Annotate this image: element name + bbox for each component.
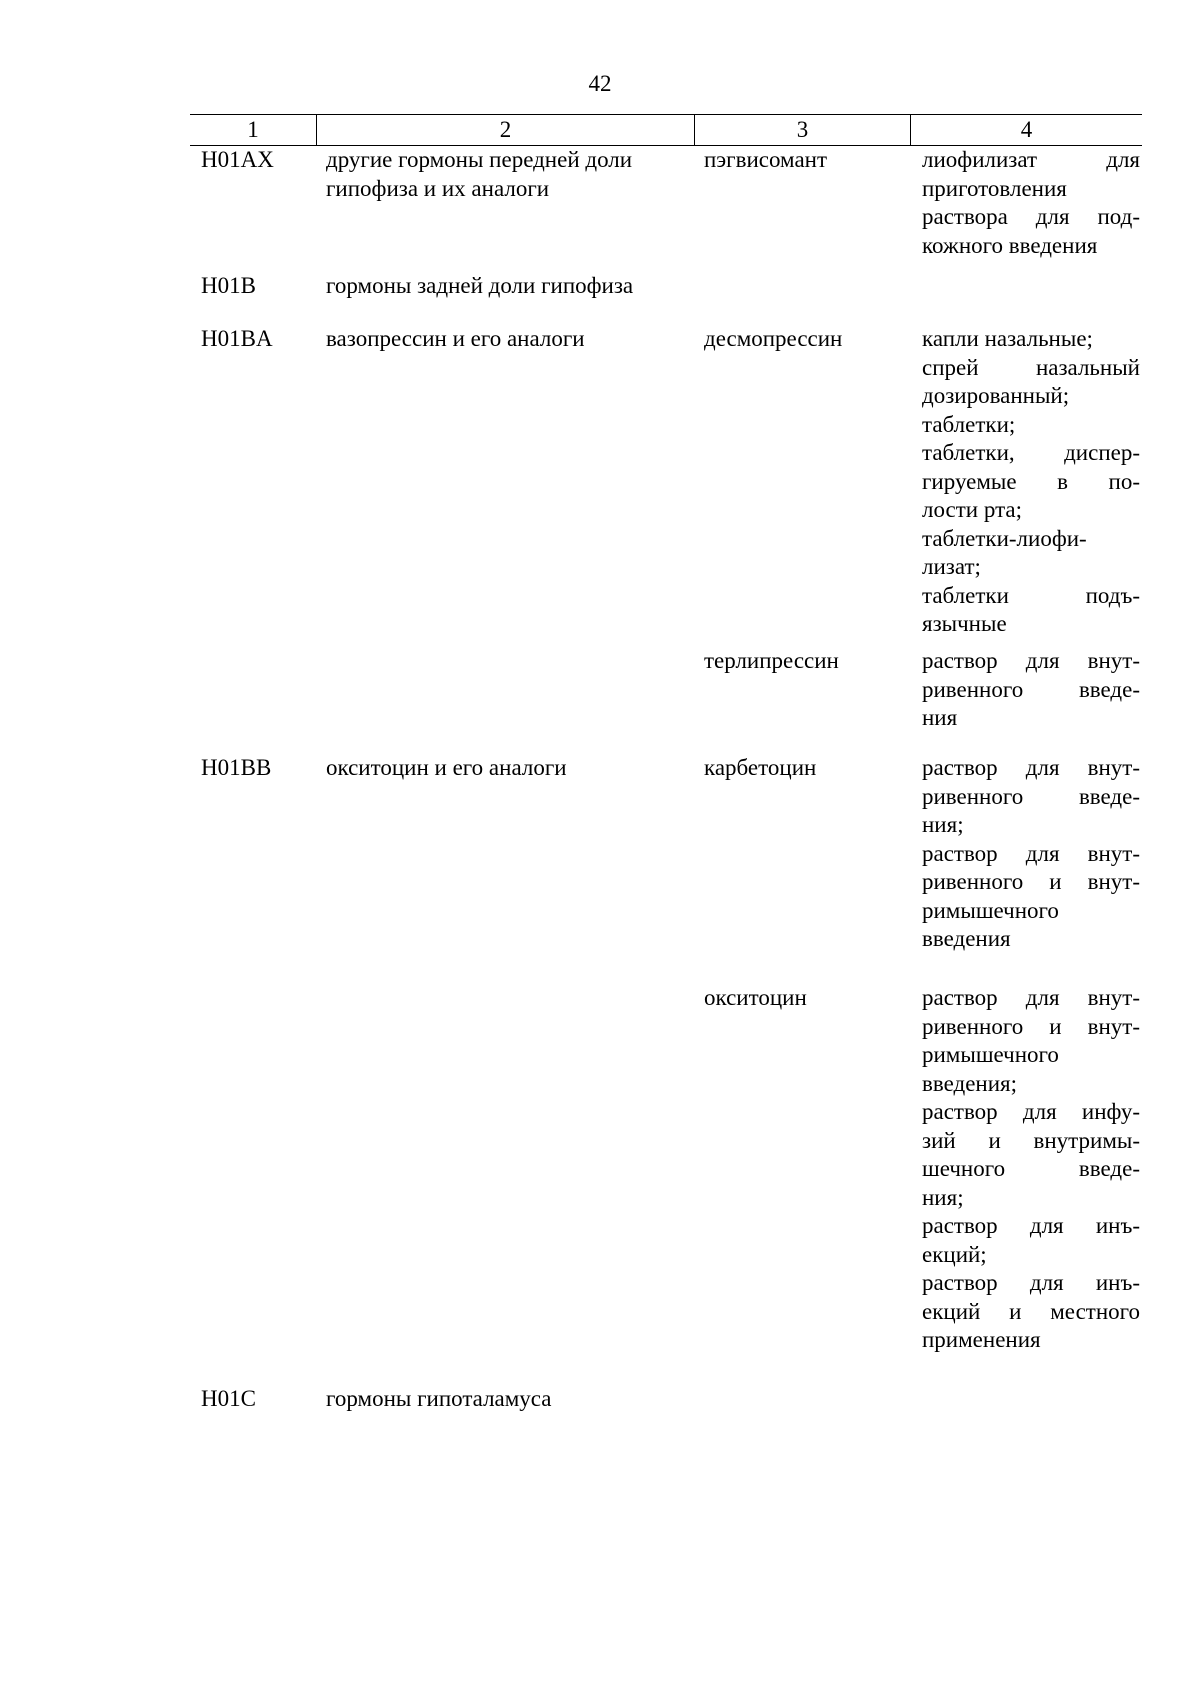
dosage-form-line: римышечного — [922, 1042, 1059, 1067]
table-header — [190, 114, 1142, 146]
group-line: гормоны задней доли гипофиза — [326, 273, 634, 298]
drug-name: карбетоцин — [704, 755, 817, 780]
group-line: гормоны гипоталамуса — [326, 1386, 552, 1411]
anatomical-group — [316, 325, 694, 354]
dosage-form-line: ривенного и внут- — [922, 1013, 1140, 1039]
dosage-form-line: капли назальные; — [922, 326, 1093, 351]
header-col-4: 4 — [910, 115, 1142, 145]
drug-table — [190, 114, 1142, 1411]
anatomical-group — [316, 1385, 694, 1414]
dosage-forms — [910, 754, 1142, 954]
table-row — [190, 647, 1142, 733]
dosage-form-line: раствор для инъ- — [922, 1213, 1140, 1238]
atc-code: H01AX — [201, 147, 274, 172]
dosage-form-line: введения — [922, 926, 1011, 951]
dosage-form-line: таблетки, диспер- — [922, 440, 1140, 465]
dosage-form-line: шечного введе- — [922, 1156, 1140, 1181]
dosage-form-line: таблетки-лиофи- — [922, 525, 1087, 551]
header-col-2: 2 — [316, 115, 694, 145]
anatomical-group — [316, 272, 694, 301]
page-number: 42 — [588, 71, 612, 96]
dosage-form-line: раствор для внут- — [922, 985, 1140, 1010]
atc-code: H01BA — [201, 326, 273, 351]
drug-name: окситоцин — [704, 985, 807, 1010]
dosage-form-line: раствор для внут- — [922, 755, 1140, 780]
group-line: окситоцин и его аналоги — [326, 755, 567, 780]
dosage-form-line: ривенного введе- — [922, 783, 1140, 809]
dosage-form-line: приготовления — [922, 175, 1067, 201]
anatomical-group — [316, 146, 694, 203]
anatomical-group — [316, 754, 694, 783]
dosage-forms — [910, 146, 1142, 260]
dosage-form-line: лости рта; — [922, 497, 1022, 522]
dosage-form-line: екций и местного — [922, 1298, 1140, 1324]
header-col-3: 3 — [694, 115, 910, 145]
dosage-forms — [910, 647, 1142, 733]
table-row — [190, 325, 1142, 639]
table-row — [190, 146, 1142, 260]
atc-code: H01C — [201, 1386, 256, 1411]
dosage-form-line: таблетки подъ- — [922, 582, 1140, 608]
dosage-form-line: ривенного введе- — [922, 676, 1140, 702]
table-row — [190, 984, 1142, 1355]
dosage-form-line: раствора для под- — [922, 204, 1140, 229]
dosage-form-line: лиофилизат для — [922, 147, 1140, 172]
table-row — [190, 272, 1142, 301]
dosage-form-line: раствор для инъ- — [922, 1270, 1140, 1295]
dosage-form-line: язычные — [922, 611, 1007, 636]
dosage-form-line: римышечного — [922, 897, 1059, 923]
dosage-form-line: екций; — [922, 1241, 987, 1267]
atc-code: H01B — [201, 273, 256, 298]
dosage-form-line: раствор для внут- — [922, 648, 1140, 673]
dosage-form-line: таблетки; — [922, 411, 1016, 437]
dosage-form-line: ривенного и внут- — [922, 869, 1140, 894]
dosage-form-line: гируемые в по- — [922, 468, 1140, 494]
table-row — [190, 754, 1142, 954]
dosage-form-line: ния; — [922, 1184, 964, 1210]
group-line: вазопрессин и его аналоги — [326, 326, 585, 351]
drug-name: десмопрессин — [704, 326, 843, 351]
table-row — [190, 1385, 1142, 1414]
dosage-form-line: применения — [922, 1327, 1041, 1352]
dosage-form-line: ния — [922, 705, 958, 730]
dosage-forms — [910, 984, 1142, 1355]
dosage-form-line: ния; — [922, 812, 964, 837]
drug-name: пэгвисомант — [704, 147, 828, 172]
dosage-form-line: зий и внутримы- — [922, 1127, 1140, 1153]
group-line: гипофиза и их аналоги — [326, 175, 550, 201]
dosage-form-line: раствор для внут- — [922, 840, 1140, 866]
group-line: другие гормоны передней доли — [326, 147, 633, 172]
dosage-forms — [910, 325, 1142, 639]
dosage-form-line: раствор для инфу- — [922, 1099, 1140, 1124]
dosage-form-line: лизат; — [922, 554, 981, 579]
dosage-form-line: кожного введения — [922, 232, 1098, 258]
dosage-form-line: спрей назальный — [922, 354, 1140, 380]
dosage-form-line: дозированный; — [922, 383, 1070, 408]
dosage-form-line: введения; — [922, 1070, 1017, 1096]
header-col-1: 1 — [247, 117, 259, 142]
drug-name: терлипрессин — [704, 648, 839, 673]
atc-code: H01BB — [201, 755, 272, 780]
